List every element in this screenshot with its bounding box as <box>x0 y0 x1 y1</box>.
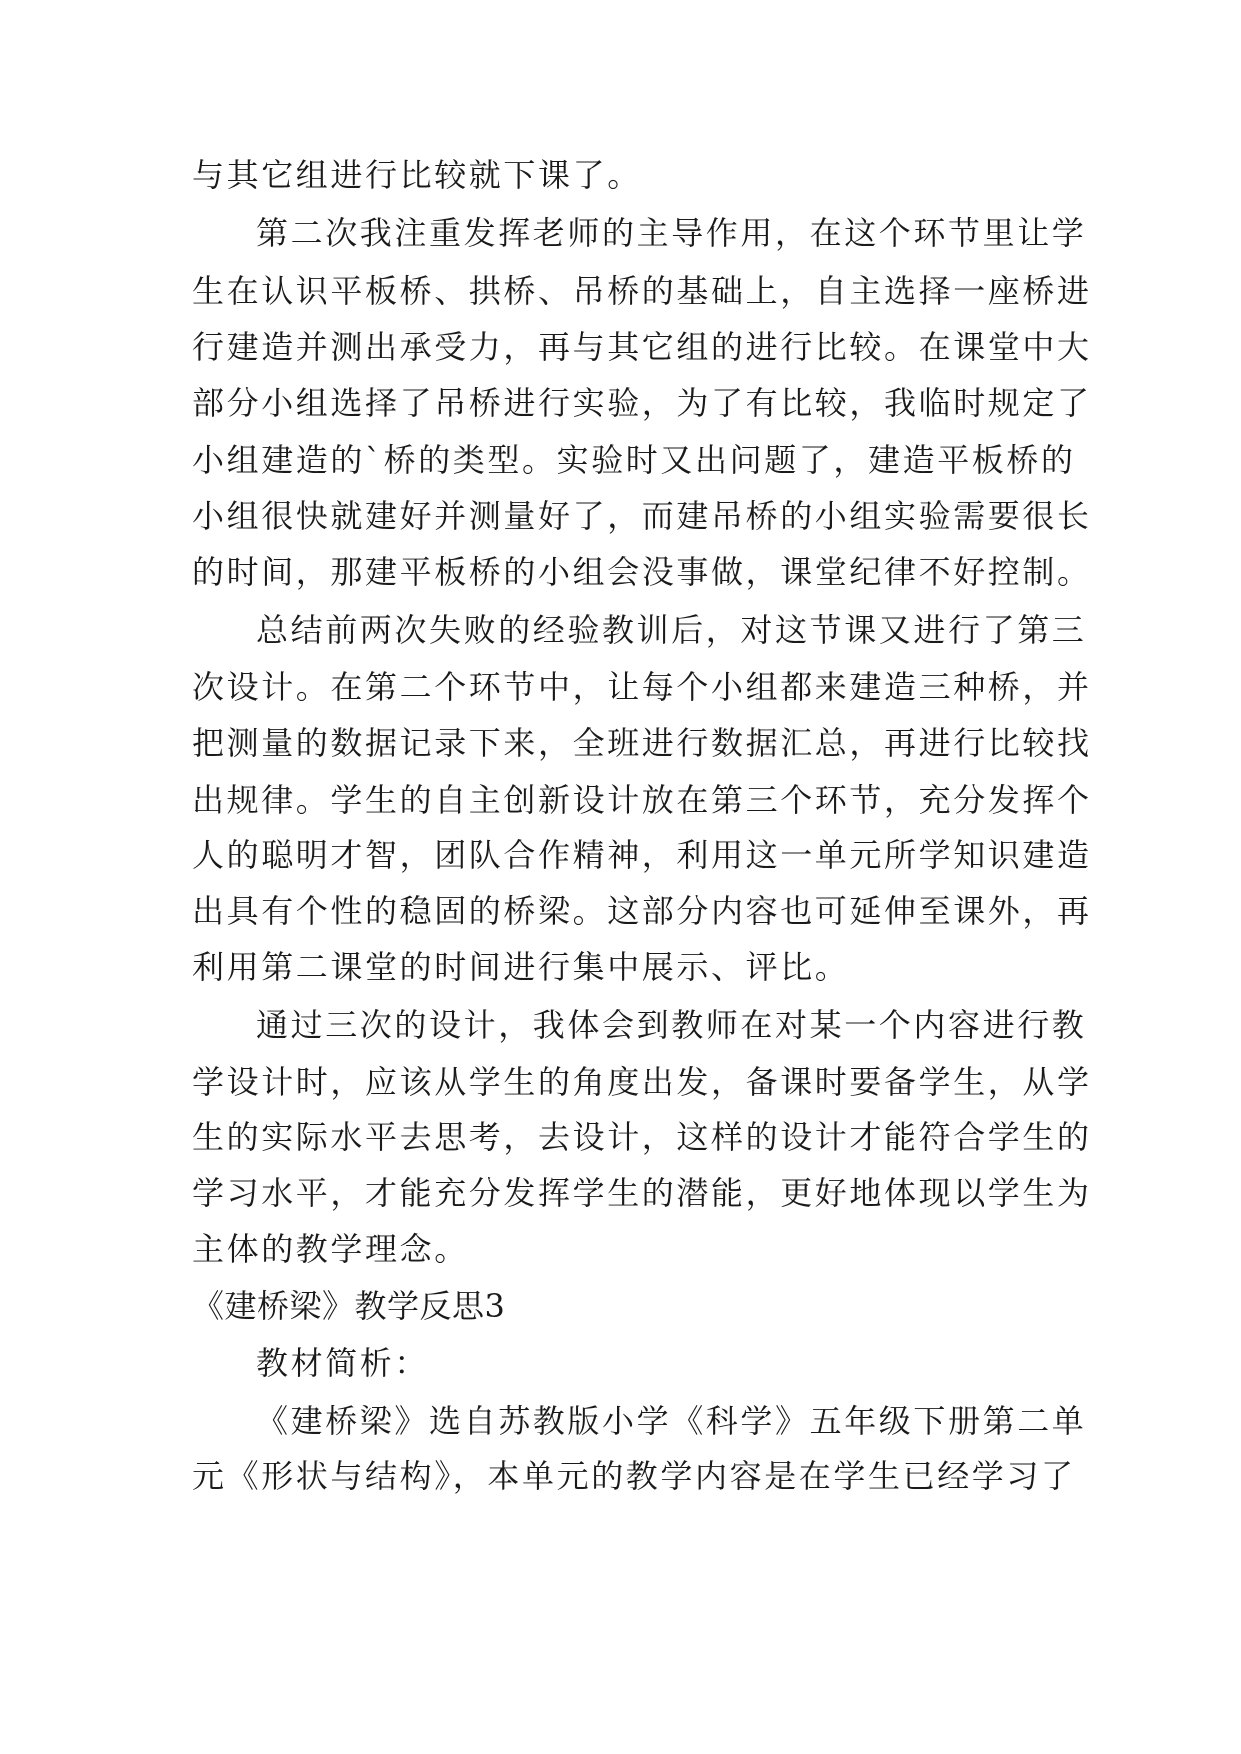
subheading: 教材简析： <box>256 1344 430 1382</box>
text-line: 出具有个性的稳固的桥梁。这部分内容也可延伸至课外，再 <box>192 892 1092 930</box>
text-line: 把测量的数据记录下来，全班进行数据汇总，再进行比较找 <box>192 724 1092 762</box>
text-line: 部分小组选择了吊桥进行实验，为了有比较，我临时规定了 <box>192 384 1092 422</box>
paragraph-start: 通过三次的设计，我体会到教师在对某一个内容进行教 <box>256 1006 1087 1044</box>
text-line: 生的实际水平去思考，去设计，这样的设计才能符合学生的 <box>192 1118 1092 1156</box>
text-line: 的时间，那建平板桥的小组会没事做，课堂纪律不好控制。 <box>192 553 1092 591</box>
text-line: 学习水平，才能充分发挥学生的潜能，更好地体现以学生为 <box>192 1174 1092 1212</box>
paragraph-start: 第二次我注重发挥老师的主导作用，在这个环节里让学 <box>256 214 1087 252</box>
section-heading: 《建桥梁》教学反思3 <box>192 1287 506 1325</box>
paragraph-start: 总结前两次失败的经验教训后，对这节课又进行了第三 <box>256 611 1087 649</box>
text-line: 小组建造的`桥的类型。实验时又出问题了，建造平板桥的 <box>192 441 1076 479</box>
text-line: 次设计。在第二个环节中，让每个小组都来建造三种桥，并 <box>192 668 1092 706</box>
text-line: 出规律。学生的自主创新设计放在第三个环节，充分发挥个 <box>192 781 1092 819</box>
text-line: 学设计时，应该从学生的角度出发，备课时要备学生，从学 <box>192 1063 1092 1101</box>
text-line: 利用第二课堂的时间进行集中展示、评比。 <box>192 948 850 986</box>
text-line: 行建造并测出承受力，再与其它组的进行比较。在课堂中大 <box>192 328 1092 366</box>
text-line: 与其它组进行比较就下课了。 <box>192 156 642 194</box>
text-line: 人的聪明才智，团队合作精神，利用这一单元所学知识建造 <box>192 836 1092 874</box>
text-line: 小组很快就建好并测量好了，而建吊桥的小组实验需要很长 <box>192 497 1092 535</box>
paragraph-start: 《建桥梁》选自苏教版小学《科学》五年级下册第二单 <box>256 1402 1087 1440</box>
text-line: 生在认识平板桥、拱桥、吊桥的基础上，自主选择一座桥进 <box>192 272 1092 310</box>
text-line: 主体的教学理念。 <box>192 1230 469 1268</box>
text-line: 元《形状与结构》，本单元的教学内容是在学生已经学习了 <box>192 1457 1076 1495</box>
